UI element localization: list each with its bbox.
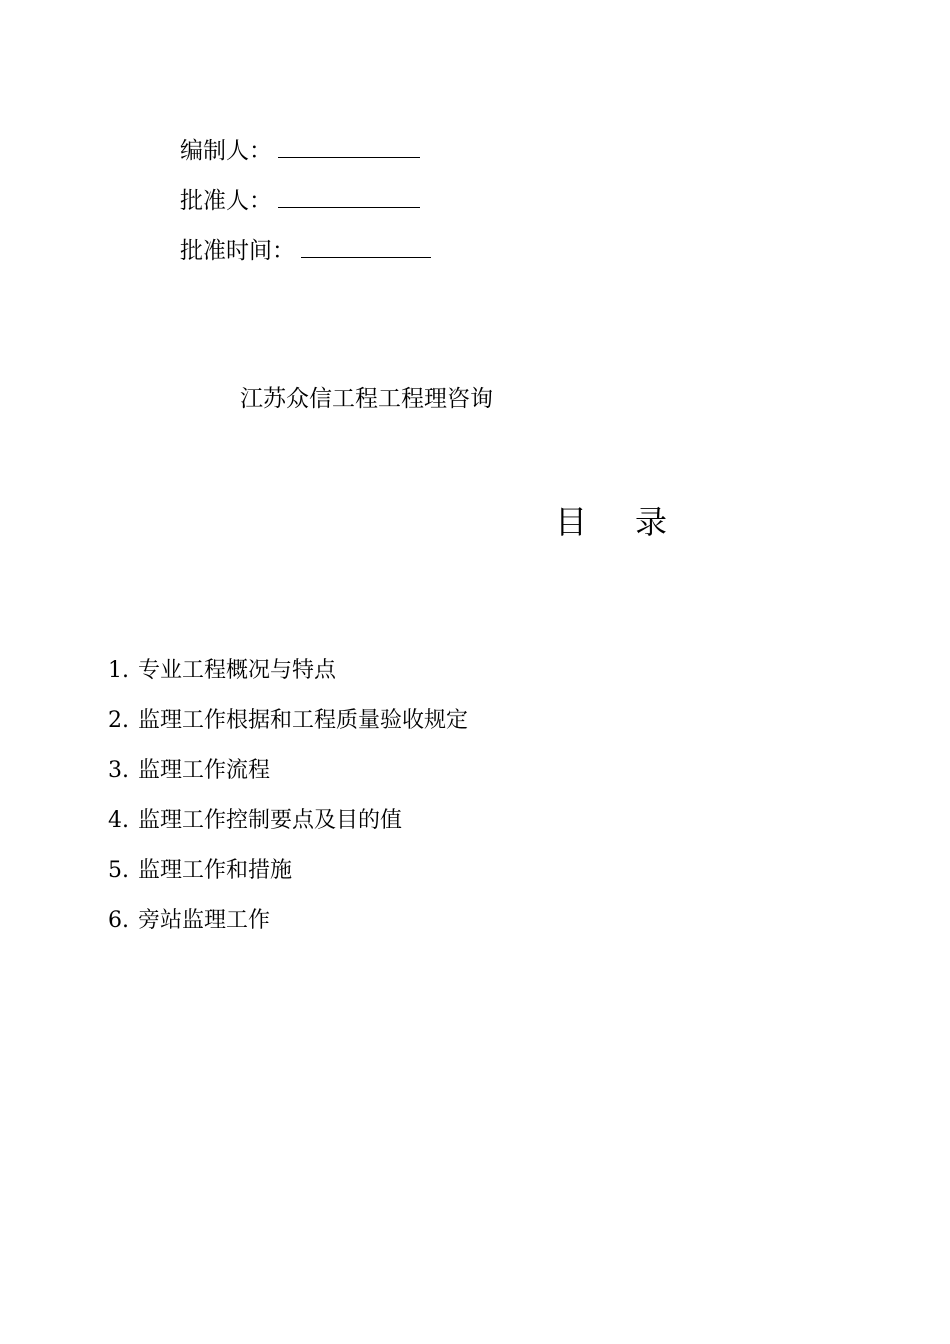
approval-date-blank [301,235,431,258]
toc-title-char-2: 录 [635,503,668,541]
approver-blank [278,185,420,208]
toc-item-number: 6. [108,908,129,933]
signature-approval-date [180,235,431,266]
approver-label: 批准人： [180,188,272,214]
toc-title-char-1: 目 [555,503,588,541]
toc-item-number: 4. [108,808,129,833]
approval-date-label: 批准时间： [180,238,295,264]
toc-list [108,655,468,955]
toc-item-text: 监理工作流程 [138,758,271,783]
toc-item-text: 专业工程概况与特点 [138,658,337,683]
compiler-label: 编制人： [180,138,272,164]
signature-approver [180,185,420,216]
toc-item [108,655,468,705]
toc-item-number: 1. [108,658,129,683]
toc-item-number: 3. [108,758,129,783]
toc-item-text: 监理工作根据和工程质量验收规定 [138,708,469,733]
toc-item-text: 监理工作和措施 [138,858,293,883]
toc-item-text: 监理工作控制要点及目的值 [138,808,403,833]
signature-compiler [180,135,420,166]
company-name: 江苏众信工程工程理咨询 [240,386,493,412]
toc-item [108,705,468,755]
toc-item [108,905,468,955]
toc-item [108,855,468,905]
compiler-blank [278,135,420,158]
toc-item-number: 2. [108,708,129,733]
toc-item [108,755,468,805]
toc-item [108,805,468,855]
toc-item-text: 旁站监理工作 [138,908,271,933]
toc-item-number: 5. [108,858,129,883]
toc-title [555,502,667,542]
